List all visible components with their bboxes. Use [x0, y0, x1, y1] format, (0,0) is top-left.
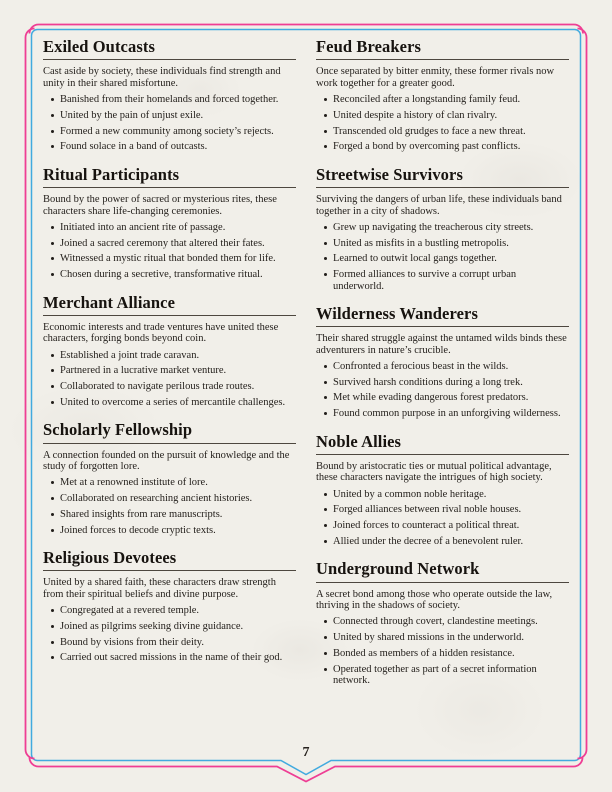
bullet-item: United by the pain of unjust exile. [43, 110, 296, 121]
bullet-item: Allied under the decree of a benevolent ruler. [316, 536, 569, 547]
bullet-item: Collaborated on researching ancient histories. [43, 493, 296, 504]
bullet-item: Forged alliances between rival noble houses. [316, 504, 569, 515]
section-exiled-outcasts [43, 38, 296, 153]
bullet-list [43, 477, 296, 536]
bullet-item: Formed alliances to survive a corrupt urban underworld. [316, 269, 569, 292]
bullet-list [43, 94, 296, 153]
section-intro: Economic interests and trade ventures have united these characters, forging bonds beyond coin. [43, 321, 279, 345]
section-streetwise-survivors [316, 166, 569, 292]
bullet-list [316, 361, 569, 420]
section-religious-devotees [43, 549, 296, 664]
bullet-item: Joined forces to counteract a political threat. [316, 520, 569, 531]
section-wilderness-wanderers [316, 305, 569, 420]
bullet-item: Joined as pilgrims seeking divine guidance. [43, 621, 296, 632]
bullet-item: Bonded as members of a hidden resistance. [316, 648, 569, 659]
bullet-item: Bound by visions from their deity. [43, 637, 296, 648]
bullet-item: Shared insights from rare manuscripts. [43, 509, 296, 520]
bullet-item: Joined forces to decode cryptic texts. [43, 525, 296, 536]
section-title: Feud Breakers [316, 38, 569, 60]
bullet-item: Chosen during a secretive, transformative ritual. [43, 269, 296, 280]
section-title: Streetwise Survivors [316, 166, 569, 188]
section-title: Religious Devotees [43, 549, 296, 571]
bullet-item: United by shared missions in the underworld. [316, 632, 569, 643]
section-feud-breakers [316, 38, 569, 153]
section-intro: Cast aside by society, these individuals find strength and unity in their shared misfortune. [43, 66, 281, 89]
section-title: Scholarly Fellowship [43, 421, 296, 443]
bullet-item: Established a joint trade caravan. [43, 350, 296, 361]
section-title: Wilderness Wanderers [316, 305, 569, 327]
bullet-item: Joined a sacred ceremony that altered their fates. [43, 238, 296, 249]
section-underground-network [316, 560, 569, 686]
bullet-item: Confronted a ferocious beast in the wilds. [316, 361, 569, 372]
bullet-item: Found solace in a band of outcasts. [43, 141, 296, 152]
content-area [43, 38, 569, 699]
bullet-list [43, 605, 296, 664]
bullet-item: United to overcome a series of mercantile challenges. [43, 397, 296, 408]
bullet-item: Carried out sacred missions in the name of their god. [43, 652, 296, 663]
bullet-list [43, 222, 296, 281]
section-scholarly-fellowship [43, 421, 296, 536]
left-column [43, 38, 296, 699]
bullet-item: Operated together as part of a secret information network. [316, 664, 569, 687]
bullet-item: Survived harsh conditions during a long trek. [316, 377, 569, 388]
bullet-item: Collaborated to navigate perilous trade routes. [43, 381, 296, 392]
bullet-item: United by a common noble heritage. [316, 489, 569, 500]
bullet-item: Partnered in a lucrative market venture. [43, 365, 296, 376]
bullet-list [316, 222, 569, 292]
bullet-item: Formed a new community among society’s rejects. [43, 126, 296, 137]
bullet-item: Reconciled after a longstanding family feud. [316, 94, 569, 105]
bullet-item: United despite a history of clan rivalry. [316, 110, 569, 121]
bullet-item: Found common purpose in an unforgiving wilderness. [316, 408, 569, 419]
section-intro: Bound by aristocratic ties or mutual political advantage, these characters navigate the intrigues of high society. [316, 461, 552, 484]
section-noble-allies [316, 433, 569, 548]
bullet-item: Witnessed a mystic ritual that bonded them for life. [43, 253, 296, 264]
section-title: Noble Allies [316, 433, 569, 455]
bullet-item: Congregated at a revered temple. [43, 605, 296, 616]
bullet-item: Grew up navigating the treacherous city streets. [316, 222, 569, 233]
bullet-item: Met at a renowned institute of lore. [43, 477, 296, 488]
section-title: Exiled Outcasts [43, 38, 296, 60]
bullet-item: Initiated into an ancient rite of passage. [43, 222, 296, 233]
section-title: Merchant Alliance [43, 294, 296, 316]
section-title: Ritual Participants [43, 166, 296, 188]
bullet-list [43, 350, 296, 409]
section-intro: Bound by the power of sacred or mysterious rites, these characters share life-changing ceremonies. [43, 194, 277, 217]
section-intro: Once separated by bitter enmity, these former rivals now work together for a greater good. [316, 66, 555, 89]
section-title: Underground Network [316, 560, 569, 582]
section-merchant-alliance [43, 294, 296, 409]
bullet-item: Forged a bond by overcoming past conflicts. [316, 141, 569, 152]
bullet-item: Banished from their homelands and forced together. [43, 94, 296, 105]
bullet-list [316, 616, 569, 686]
section-intro: Their shared struggle against the untamed wilds binds these adventurers in nature’s crucible. [316, 333, 567, 356]
page-number: 7 [302, 745, 310, 760]
section-intro: United by a shared faith, these characters draw strength from their spiritual beliefs and divine purpose. [43, 577, 276, 600]
bullet-item: United as misfits in a bustling metropolis. [316, 238, 569, 249]
bullet-item: Met while evading dangerous forest predators. [316, 392, 569, 403]
right-column [316, 38, 569, 699]
section-intro: Surviving the dangers of urban life, these individuals band together in a city of shadows. [316, 194, 562, 217]
section-intro: A secret bond among those who operate outside the law, thriving in the shadows of society. [316, 588, 553, 612]
bullet-item: Connected through covert, clandestine meetings. [316, 616, 569, 627]
section-ritual-participants [43, 166, 296, 281]
bullet-item: Learned to outwit local gangs together. [316, 253, 569, 264]
border-outer-pink-right [578, 29, 587, 759]
bullet-item: Transcended old grudges to face a new threat. [316, 126, 569, 137]
section-intro: A connection founded on the pursuit of knowledge and the study of forgotten lore. [43, 449, 290, 473]
border-outer-pink-left [26, 29, 35, 759]
bullet-list [316, 94, 569, 153]
bullet-list [316, 489, 569, 548]
